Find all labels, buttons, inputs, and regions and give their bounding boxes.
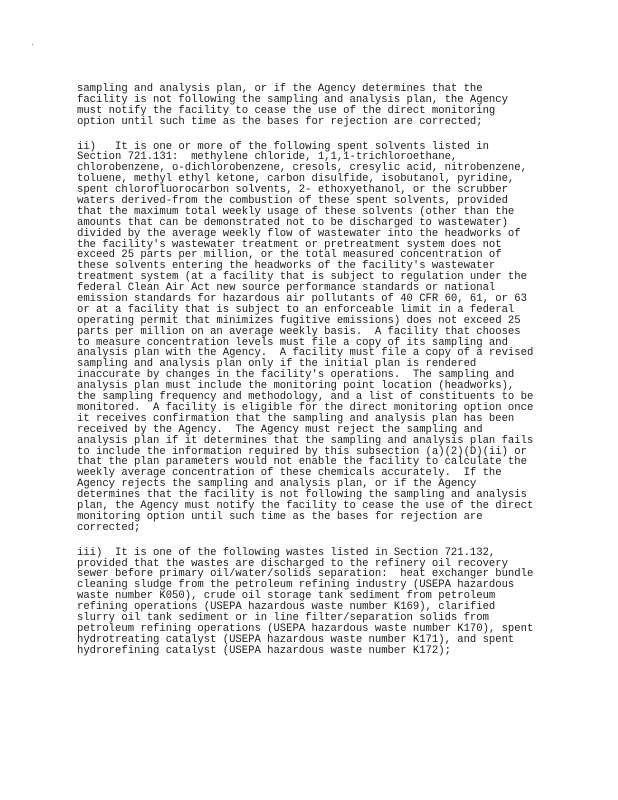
text-line: corrected; (77, 521, 141, 534)
text-line: exceed 25 parts per million, or the total measured concentration of (77, 249, 502, 262)
text-line: must notify the facility to cease the use of the direct monitoring (77, 104, 496, 117)
text-line: option until such time as the bases for rejection are corrected; (77, 115, 483, 128)
text-line: emission standards for hazardous air pollutants of 40 CFR 60, 61, or 63 (77, 293, 527, 306)
text-line: petroleum refining operations (USEPA hazardous waste number K170), spent (77, 622, 534, 635)
text-line: refining operations (USEPA hazardous waste number K169), clarified (77, 601, 496, 614)
text-line: Section 721.131: methylene chloride, 1,1,1-trichloroethane, (77, 151, 458, 164)
text-line: facility is not following the sampling and analysis plan, the Agency (77, 93, 508, 106)
paragraph-continuation (77, 84, 547, 128)
text-line: inaccurate by changes in the facility's operations. The sampling and (77, 369, 515, 382)
paragraph-item-ii (77, 142, 547, 534)
text-line: analysis plan if it determines that the sampling and analysis plan fails (77, 434, 534, 447)
text-line: to measure concentration levels must file a copy of its sampling and (77, 336, 508, 349)
text-line: sewer before primary oil/water/solids separation: heat exchanger bundle (77, 568, 534, 581)
text-line: toluene, methyl ethyl ketone, carbon disulfide, isobutanol, pyridine, (77, 173, 515, 186)
text-line: hydrotreating catalyst (USEPA hazardous waste number K171), and spent (77, 633, 515, 646)
text-line: amounts that can be demonstrated not to be discharged to wastewater) (77, 216, 508, 229)
text-line: determines that the facility is not following the sampling and analysis (77, 489, 527, 502)
text-line: federal Clean Air Act new source performance standards or national (77, 282, 496, 295)
text-line: ii) It is one or more of the following spent solvents listed in (77, 140, 489, 153)
text-line: sampling and analysis plan, or if the Agency determines that the (77, 83, 483, 95)
paragraph-item-iii (77, 548, 547, 657)
text-line: plan, the Agency must notify the facility to cease the use of the direct (77, 499, 534, 512)
text-line: that the plan parameters would not enable the facility to calculate the (77, 456, 527, 469)
text-line: operating permit that minimizes fugitive emissions) does not exceed 25 (77, 314, 521, 327)
text-line: the sampling frequency and methodology, and a list of constituents to be (77, 391, 534, 404)
text-line: analysis plan with the Agency. A facility must file a copy of a revised (77, 347, 534, 360)
text-line: that the maximum total weekly usage of these solvents (other than the (77, 205, 515, 218)
text-line: these solvents entering the headworks of the facility's wastewater (77, 260, 496, 273)
text-line: received by the Agency. The Agency must reject the sampling and (77, 423, 483, 436)
text-line: cleaning sludge from the petroleum refining industry (USEPA hazardous (77, 579, 515, 592)
document-body (77, 84, 547, 657)
text-line: to include the information required by this subsection (a)(2)(D)(ii) or (77, 445, 527, 458)
text-line: or at a facility that is subject to an enforceable limit in a federal (77, 303, 515, 316)
text-line: hydrorefining catalyst (USEPA hazardous waste number K172); (77, 644, 451, 657)
text-line: divided by the average weekly flow of wastewater into the headworks of (77, 227, 521, 240)
text-line: monitored. A facility is eligible for the direct monitoring option once (77, 401, 534, 414)
text-line: Agency rejects the sampling and analysis plan, or if the Agency (77, 478, 477, 491)
text-line: iii) It is one of the following wastes listed in Section 721.132, (77, 546, 496, 559)
text-line: sampling and analysis plan only if the initial plan is rendered (77, 358, 477, 371)
text-line: treatment system (at a facility that is subject to regulation under the (77, 271, 527, 284)
text-line: analysis plan must include the monitoring point location (headworks), (77, 380, 515, 393)
text-line: the facility's wastewater treatment or pretreatment system does not (77, 238, 502, 251)
text-line: spent chlorofluorocarbon solvents, 2- ethoxyethanol, or the scrubber (77, 184, 508, 197)
text-line: parts per million on an average weekly basis. A facility that chooses (77, 325, 521, 338)
text-line: it receives confirmation that the sampling and analysis plan has been (77, 412, 515, 425)
text-line: monitoring option until such time as the bases for rejection are (77, 510, 483, 523)
text-line: waters derived-from the combustion of these spent solvents, provided (77, 195, 508, 208)
text-line: waste number K050), crude oil storage tank sediment from petroleum (77, 590, 496, 603)
text-line: weekly average concentration of these chemicals accurately. If the (77, 467, 502, 480)
corner-mark: · (30, 40, 35, 49)
text-line: chlorobenzene, o-dichlorobenzene, cresols, cresylic acid, nitrobenzene, (77, 162, 527, 175)
text-line: slurry oil tank sediment or in line filter/separation solids from (77, 611, 489, 624)
text-line: provided that the wastes are discharged to the refinery oil recovery (77, 557, 508, 570)
paragraph-gap (77, 534, 547, 548)
paragraph-gap (77, 128, 547, 142)
